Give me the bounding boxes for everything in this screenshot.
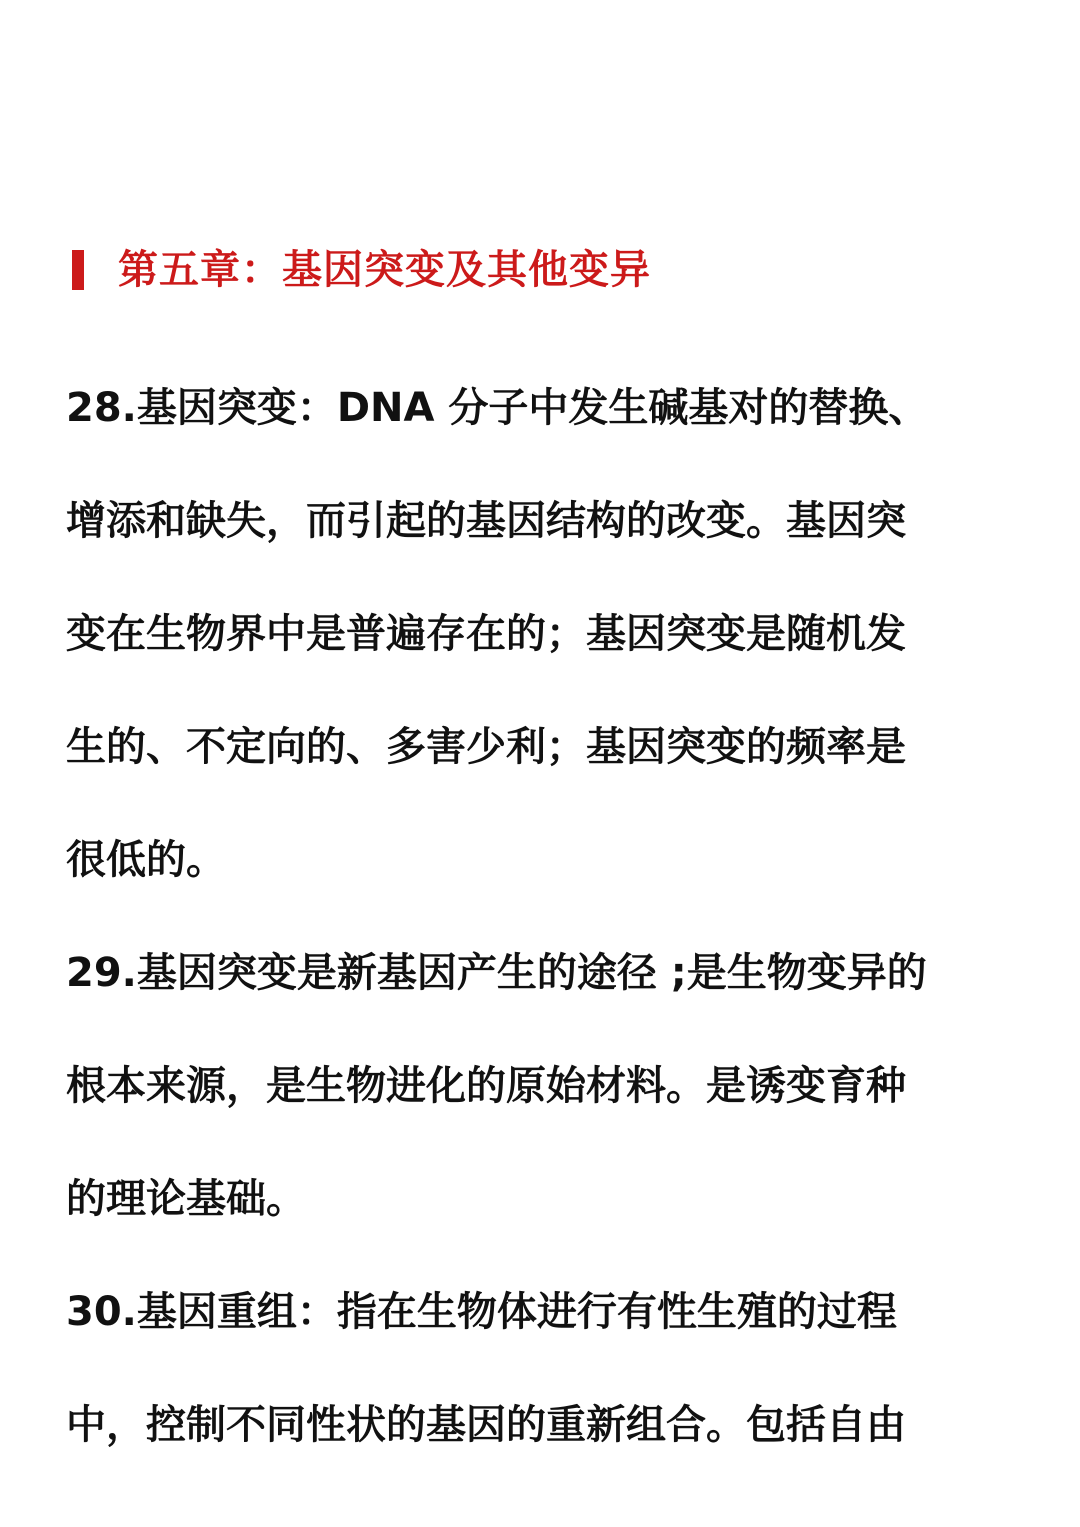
- heading-accent-bar: [72, 250, 84, 290]
- text-line: 变在生物界中是普遍存在的；基因突变是随机发: [66, 611, 906, 657]
- text-line: 中，控制不同性状的基因的重新组合。包括自由: [66, 1402, 906, 1448]
- paragraph-28: [66, 352, 1016, 917]
- chapter-title: 第五章：基因突变及其他变异: [118, 247, 651, 293]
- text-line: 很低的。: [66, 837, 226, 883]
- text-line: 增添和缺失，而引起的基因结构的改变。基因突: [66, 498, 906, 544]
- body-content: [66, 352, 1016, 1482]
- text-line: 生的、不定向的、多害少利；基因突变的频率是: [66, 724, 906, 770]
- paragraph-29: [66, 917, 1016, 1256]
- text-line: 29.基因突变是新基因产生的途径 ;是生物变异的: [66, 950, 927, 996]
- paragraph-30: [66, 1256, 1016, 1482]
- text-line: 的理论基础。: [66, 1176, 306, 1222]
- text-line: 30.基因重组：指在生物体进行有性生殖的过程: [66, 1289, 897, 1335]
- text-line: 根本来源，是生物进化的原始材料。是诱变育种: [66, 1063, 906, 1109]
- text-line: 28.基因突变：DNA 分子中发生碱基对的替换、: [66, 385, 929, 431]
- chapter-heading: [72, 240, 651, 300]
